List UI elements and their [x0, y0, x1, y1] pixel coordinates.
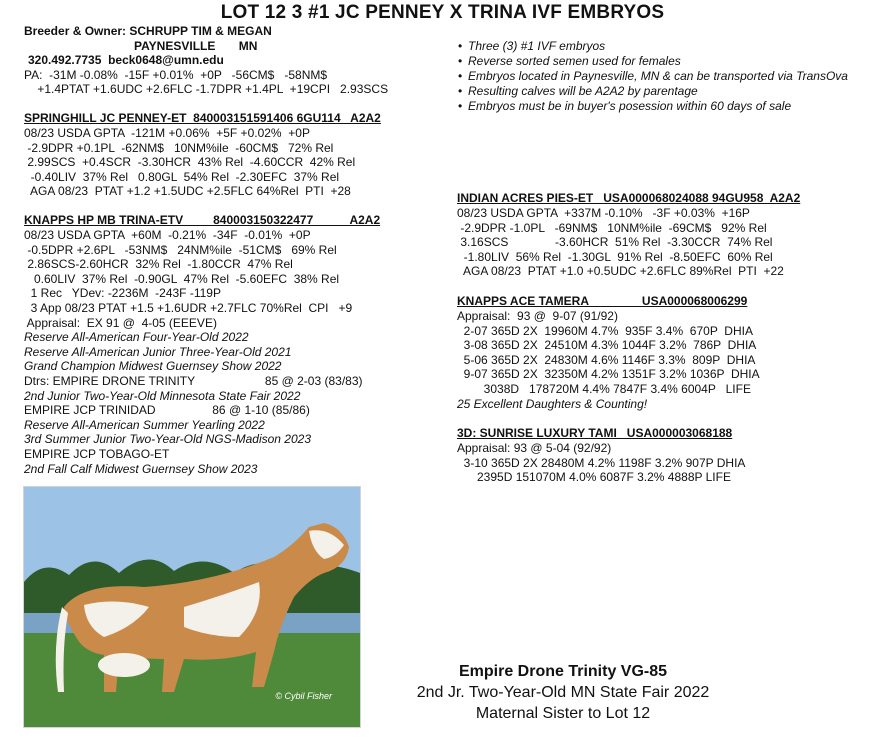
granddam-line: 2-07 365D 2X 19960M 4.7% 935F 3.4% 670P DHIA [457, 323, 753, 338]
sire-line: 08/23 USDA GPTA -121M +0.06% +5F +0.02% +0P [24, 126, 310, 140]
sire-line: AGA 08/23 PTAT +1.2 +1.5UDC +2.5FLC 64%Rel PTI +28 [24, 184, 351, 199]
mgs-header: INDIAN ACRES PIES-ET USA000068024088 94GU958 A2A2 [457, 191, 801, 205]
sire-line: -0.40LIV 37% Rel 0.80GL 54% Rel -2.30EFC 37% Rel [24, 169, 340, 184]
photo-watermark: © Cybil Fisher [275, 691, 332, 701]
third-dam-line: 2395D 151070M 4.0% 6087F 3.2% 4888P LIFE [457, 470, 731, 485]
granddam-header: KNAPPS ACE TAMERA USA000068006299 [457, 294, 748, 308]
granddam-line: Appraisal: 93 @ 9-07 (91/92) [457, 309, 618, 323]
third-dam-line: Appraisal: 93 @ 5-04 (92/92) [457, 441, 612, 455]
mgs-line: -2.9DPR -1.0PL -69NM$ 10NM%ile -69CM$ 92% Rel [457, 220, 767, 235]
sire-line: 2.99SCS +0.4SCR -3.30HCR 43% Rel -4.60CCR 42% Rel [24, 155, 356, 170]
bullet-item: • Embryos must be in buyer's posession within 60 days of sale [468, 99, 881, 114]
daughter-entry: Dtrs: EMPIRE DRONE TRINITY 85 @ 2-03 (83/83) [24, 373, 363, 388]
dam-honor: Reserve All-American Summer Yearling 2022 [24, 417, 265, 432]
mgs-line: -1.80LIV 56% Rel -1.30GL 91% Rel -8.50EFC 60% Rel [457, 249, 773, 264]
dam-line: -0.5DPR +2.6PL -53NM$ 24NM%ile -51CM$ 69% Rel [24, 242, 337, 257]
daughter-entry: EMPIRE JCP TOBAGO-ET [24, 446, 170, 461]
sire-line: -2.9DPR +0.1PL -62NM$ 10NM%ile -60CM$ 72% Rel [24, 140, 334, 155]
daughter-entry: EMPIRE JCP TRINIDAD 86 @ 1-10 (85/86) [24, 403, 310, 418]
breeder-location: PAYNESVILLE MN [134, 38, 258, 53]
mgs-line: 3.16SCS -3.60HCR 51% Rel -3.30CCR 74% Rel [457, 235, 773, 250]
caption-line: Maternal Sister to Lot 12 [475, 705, 651, 722]
bullet-item: • Resulting calves will be A2A2 by parentage [468, 84, 881, 99]
granddam-line: 9-07 365D 2X 32350M 4.2% 1351F 3.2% 1036P DHIA [457, 367, 760, 382]
granddam-block [457, 294, 882, 411]
third-dam-line: 3-10 365D 2X 28480M 4.2% 1198F 3.2% 907P DHIA [457, 455, 746, 470]
mgs-line: AGA 08/23 PTAT +1.0 +0.5UDC +2.6FLC 89%Rel PTI +22 [457, 264, 784, 279]
dam-honor: 3rd Summer Junior Two-Year-Old NGS-Madison 2023 [24, 432, 312, 447]
embryo-notes [456, 39, 881, 114]
dam-line: 3 App 08/23 PTAT +1.5 +1.6UDR +2.7FLC 70%Rel CPI +9 [24, 300, 353, 315]
dam-honor: Reserve All-American Junior Three-Year-Old 2021 [24, 344, 292, 359]
caption-line: 2nd Jr. Two-Year-Old MN State Fair 2022 [416, 684, 710, 701]
bullet-item: • Three (3) #1 IVF embryos [468, 39, 881, 54]
third-dam-header: 3D: SUNRISE LUXURY TAMI USA000003068188 [457, 426, 733, 440]
sire-block [24, 111, 454, 199]
sire-header: SPRINGHILL JC PENNEY-ET 840003151591406 6GU114 A2A2 [24, 111, 381, 125]
lot-title: LOT 12 3 #1 JC PENNEY X TRINA IVF EMBRYOS [220, 2, 665, 23]
embryo-bullet-list [456, 39, 881, 114]
third-dam-block [457, 426, 882, 485]
dam-header: KNAPPS HP MB TRINA-ETV 840003150322477 A2A2 [24, 213, 381, 227]
granddam-line: 5-06 365D 2X 24830M 4.6% 1146F 3.3% 809P DHIA [457, 352, 756, 367]
mgs-line: 08/23 USDA GPTA +337M -0.10% -3F +0.03% +16P [457, 206, 750, 220]
bullet-item: • Reverse sorted semen used for females [468, 54, 881, 69]
dam-appraisal: Appraisal: EX 91 @ 4-05 (EEEVE) [24, 315, 217, 330]
dam-line: 1 Rec YDev: -2236M -243F -119P [24, 286, 221, 301]
breeder-owner: Breeder & Owner: SCHRUPP TIM & MEGAN [24, 24, 272, 38]
dam-block [24, 213, 454, 476]
mgs-block [457, 191, 882, 279]
dam-line: 08/23 USDA GPTA +60M -0.21% -34F -0.01% +0P [24, 228, 311, 242]
granddam-note: 25 Excellent Daughters & Counting! [457, 396, 648, 411]
dam-honor: Grand Champion Midwest Guernsey Show 2022 [24, 359, 282, 374]
caption-title: Empire Drone Trinity VG-85 [458, 663, 668, 680]
photo-caption [370, 661, 756, 724]
dam-line: 2.86SCS-2.60HCR 32% Rel -1.80CCR 47% Rel [24, 257, 293, 272]
parent-average-line1: PA: -31M -0.08% -15F +0.01% +0P -56CM$ -58NM$ [24, 67, 328, 82]
granddam-line: 3038D 178720M 4.4% 7847F 3.4% 6004P LIFE [457, 381, 751, 396]
granddam-line: 3-08 365D 2X 24510M 4.3% 1044F 3.2% 786P DHIA [457, 338, 757, 353]
dam-line: 0.60LIV 37% Rel -0.90GL 47% Rel -5.60EFC 38% Rel [24, 271, 340, 286]
dam-honor: 2nd Fall Calf Midwest Guernsey Show 2023 [24, 461, 258, 476]
dam-honor: Reserve All-American Four-Year-Old 2022 [24, 330, 249, 345]
parent-average-line2: +1.4PTAT +1.6UDC +2.6FLC -1.7DPR +1.4PL +19CPI 2.93SCS [24, 82, 389, 97]
breeder-block [24, 24, 454, 97]
breeder-contact: 320.492.7735 beck0648@umn.edu [28, 53, 224, 68]
cow-photo [24, 487, 360, 727]
dam-honor: 2nd Junior Two-Year-Old Minnesota State Fair 2022 [24, 388, 301, 403]
bullet-item: • Embryos located in Paynesville, MN & can be transported via TransOva [468, 69, 881, 84]
